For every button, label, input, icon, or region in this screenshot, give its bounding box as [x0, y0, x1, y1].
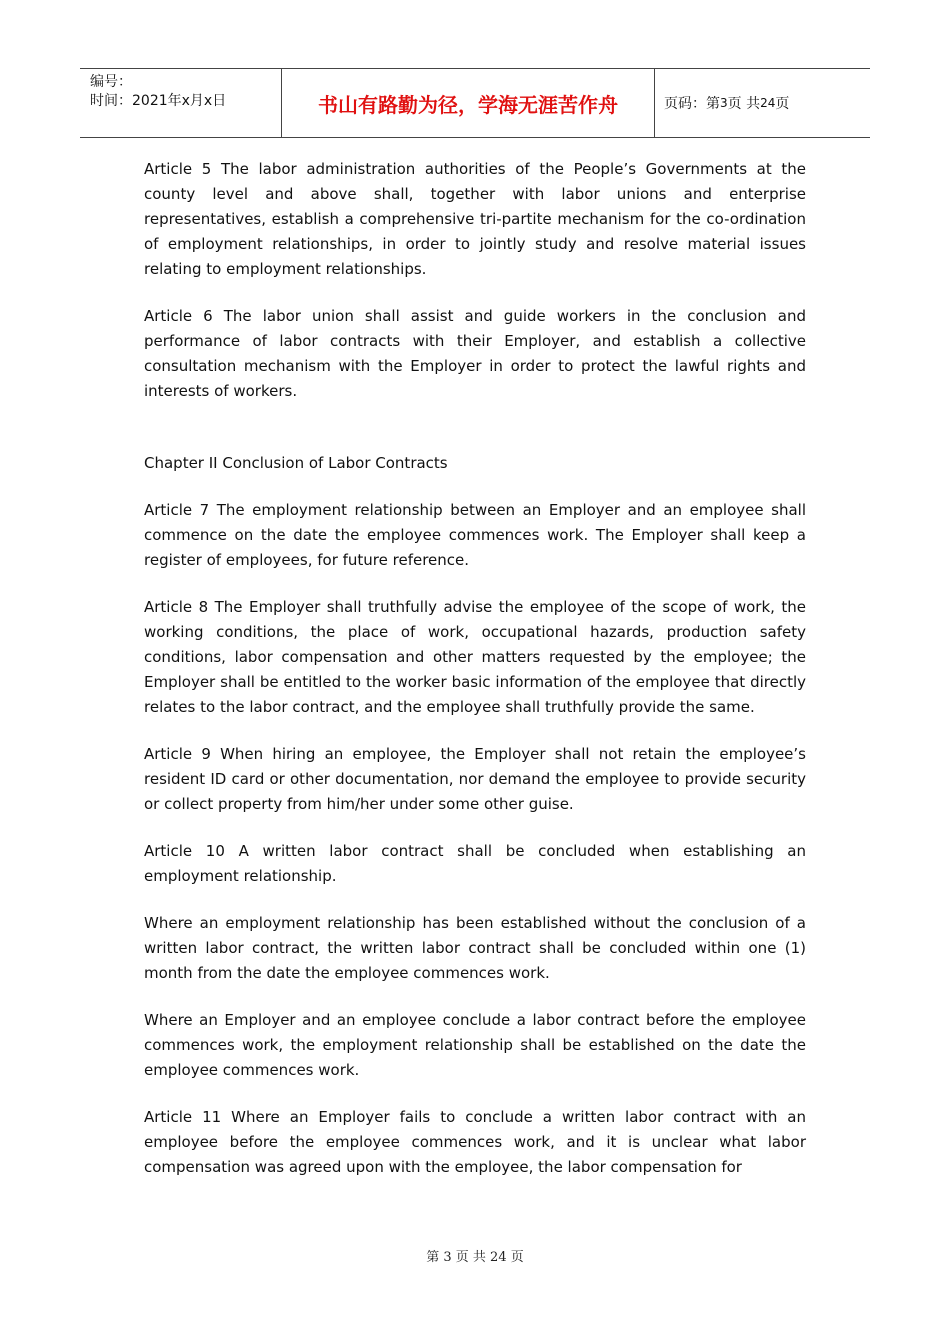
header-meta	[80, 69, 281, 137]
article-10-para-2: Where an employment relationship has been established without the conclusion of a written labor contract, the written labor contract shall be concluded within one (1) month from the date the employee commences work.	[144, 914, 806, 982]
article-10: Article 10 A written labor contract shall be concluded when establishing an employment relationship.	[144, 842, 806, 885]
page-footer: 第 3 页 共 24 页	[426, 1250, 524, 1265]
page-suffix: 页	[775, 96, 790, 112]
document-number-label: 编号：	[90, 74, 132, 90]
article-7: Article 7 The employment relationship between an Employer and an employee shall commence on the date the employee commences work. The Employer shall keep a register of employees, for future reference.	[144, 501, 806, 569]
page-prefix: 页码：第	[664, 96, 720, 112]
article-11: Article 11 Where an Employer fails to conclude a written labor contract with an employee before the employee commences work, and it is unclear what labor compensation was agreed upon with the employee, the labor compensation for	[144, 1108, 806, 1176]
article-8: Article 8 The Employer shall truthfully advise the employee of the scope of work, the working conditions, the place of work, occupational hazards, production safety conditions, labor compensation and other matters requested by the employee; the Employer shall be entitled to the worker basic information of the employee that directly relates to the labor contract, and the employee shall truthfully provide the same.	[144, 598, 806, 716]
chapter-heading: Chapter II Conclusion of Labor Contracts	[144, 454, 448, 472]
header-motto: 书山有路勤为径，学海无涯苦作舟	[281, 69, 655, 137]
page-total: 24	[760, 96, 776, 110]
article-10-para-3: Where an Employer and an employee conclude a labor contract before the employee commences work, the employment relationship shall be established on the date the employee commences work.	[144, 1011, 806, 1079]
article-6: Article 6 The labor union shall assist and guide workers in the conclusion and performance of labor contracts with their Employer, and establish a collective consultation mechanism with the Employer in order to protect the lawful rights and interests of workers.	[144, 307, 806, 400]
article-5: Article 5 The labor administration authorities of the People’s Governments at the county level and above shall, together with labor unions and enterprise representatives, establish a comprehensive tri-partite mechanism for the co-ordination of employment relationships, in order to jointly study and resolve material issues relating to employment relationships.	[144, 160, 806, 278]
document-date-label: 时间：2021年x月x日	[90, 93, 227, 109]
document-body	[144, 157, 806, 1202]
header-page-indicator	[655, 69, 870, 137]
page-header	[80, 68, 870, 138]
page-mid: 页 共	[727, 96, 761, 112]
article-9: Article 9 When hiring an employee, the Employer shall not retain the employee’s resident ID card or other documentation, nor demand the employee to provide security or collect property from him/her under some other guise.	[144, 745, 806, 813]
page-current: 3	[720, 96, 728, 110]
